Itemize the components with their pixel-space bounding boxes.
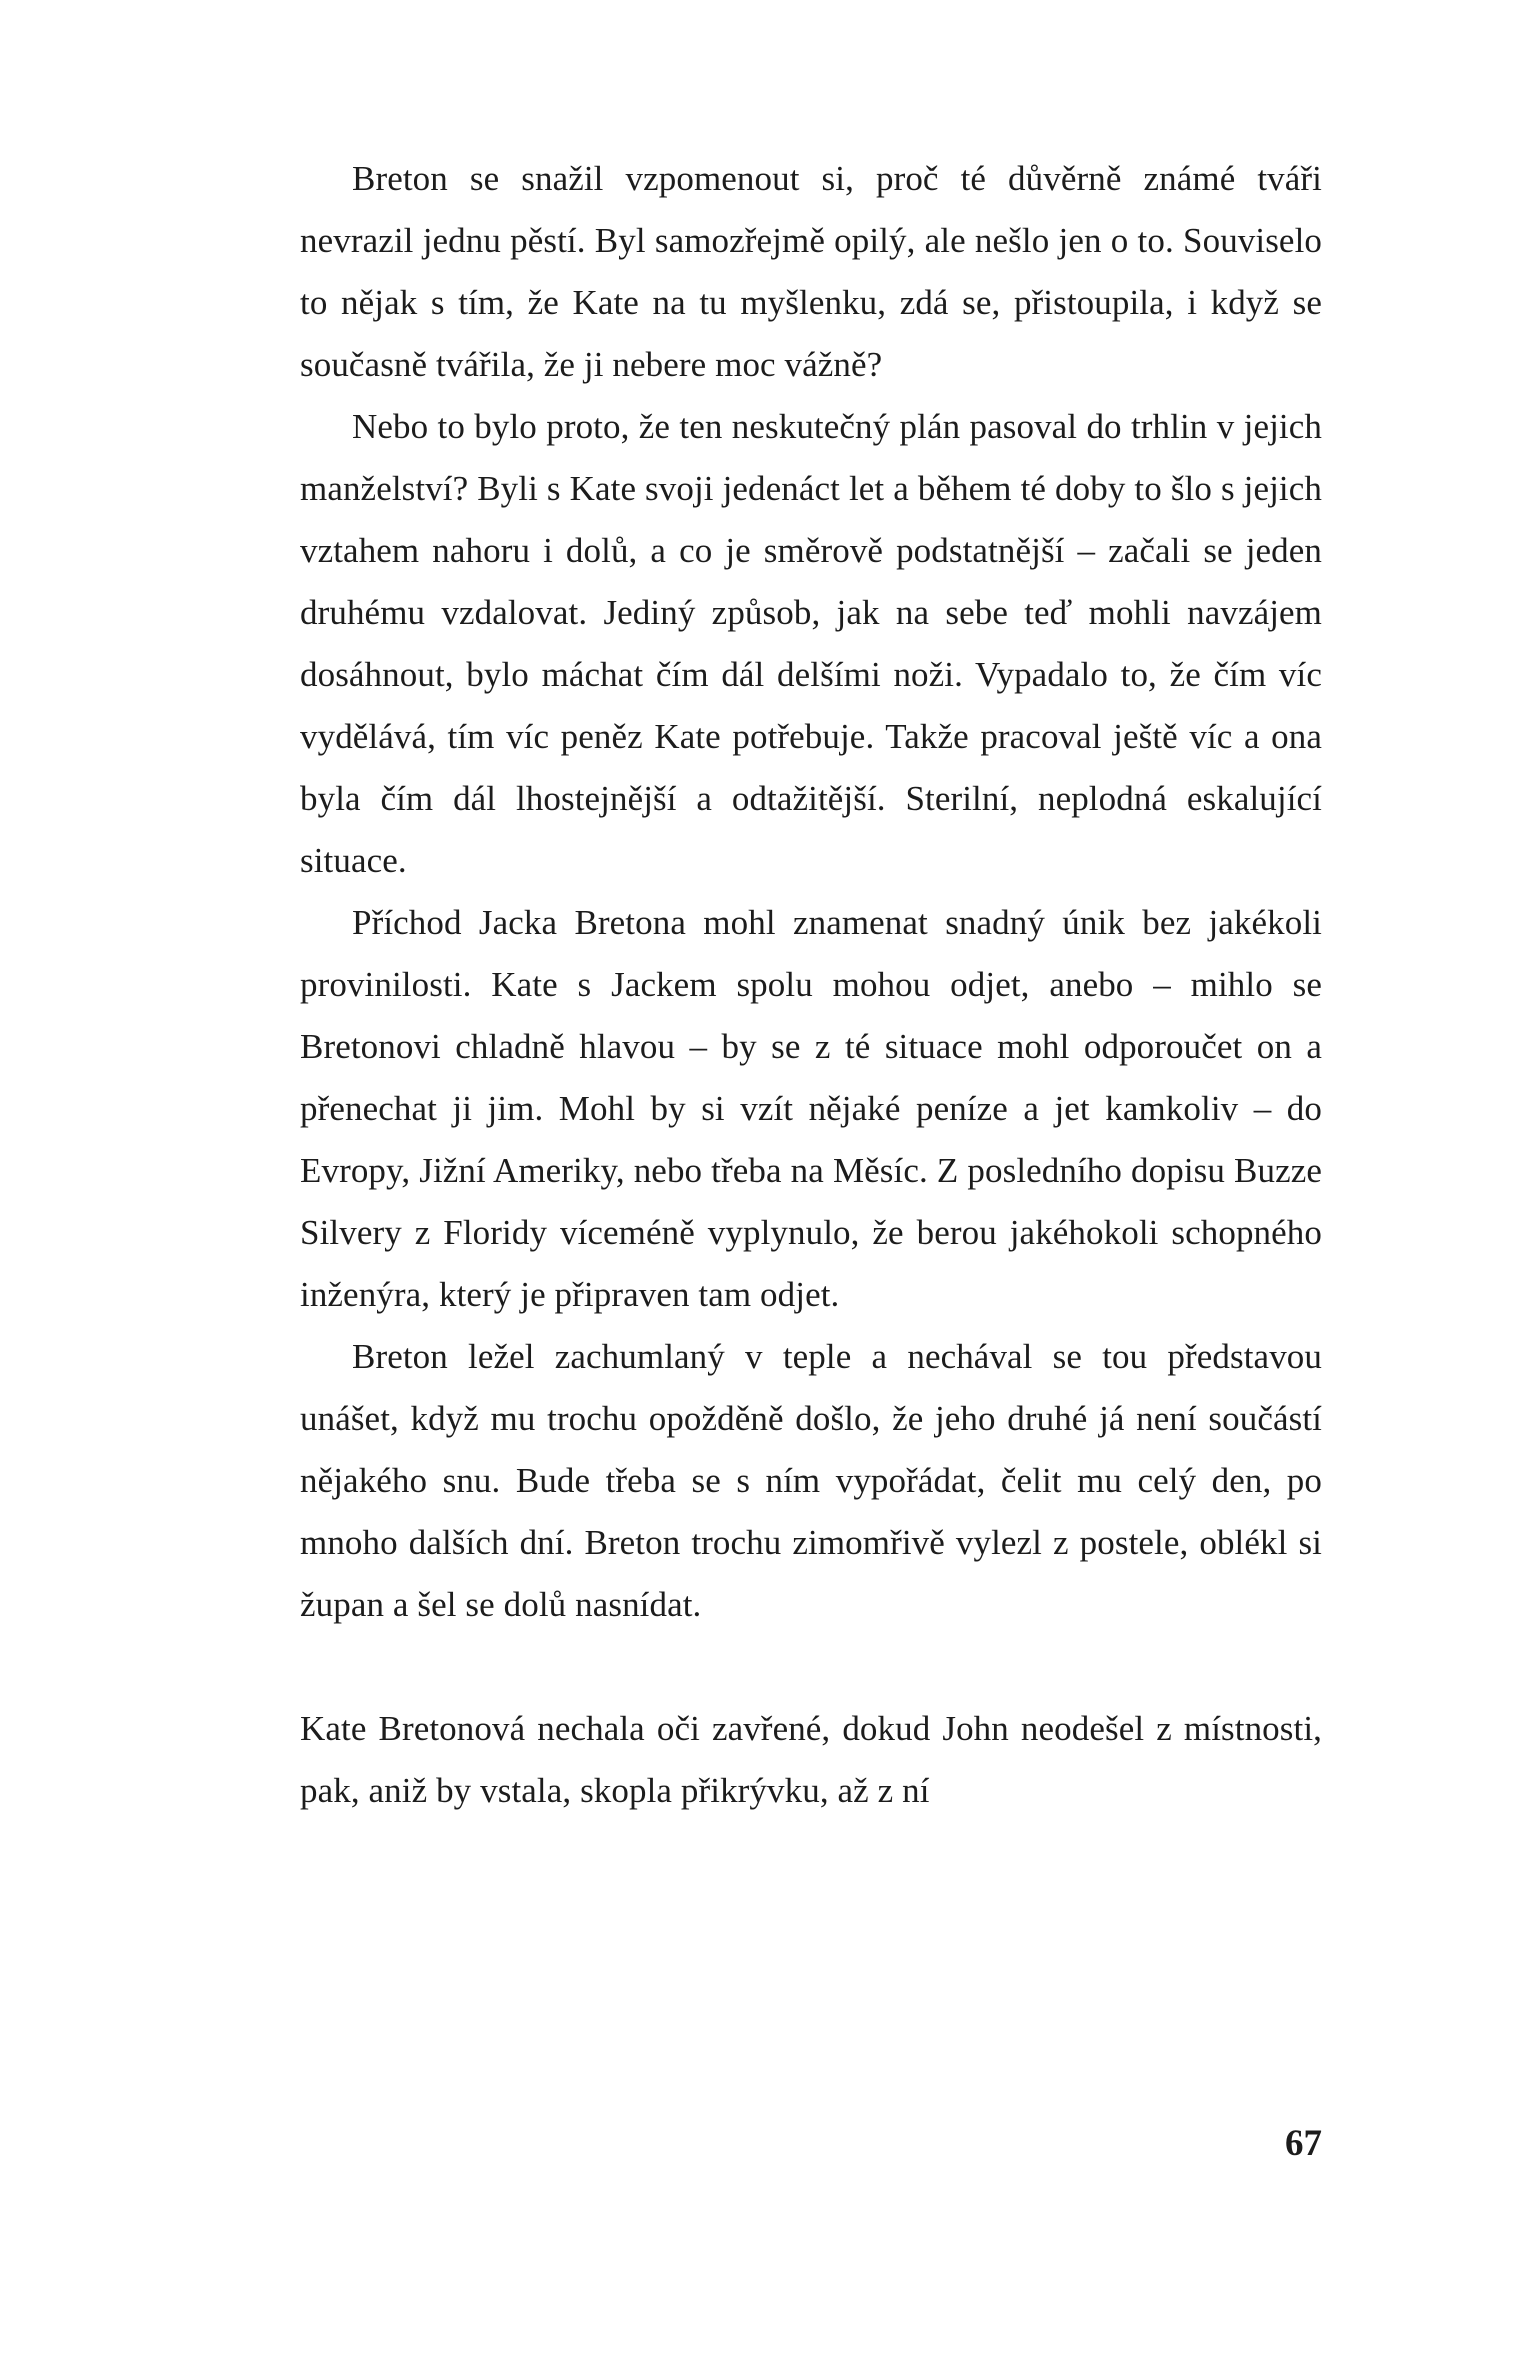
paragraph: Kate Bretonová nechala oči zavřené, dokud John neodešel z místnosti, pak, aniž by vstala, skopla přikrývku, až z ní: [300, 1709, 1322, 1810]
section-break: [300, 1636, 1322, 1698]
page-number: 67: [1285, 2123, 1322, 2164]
paragraph: Nebo to bylo proto, že ten neskutečný plán pasoval do trhlin v jejich manželství? Byli s Kate svoji jedenáct let a během té doby to šlo s jejich vztahem nahoru i dolů, a co je směrově podstatnější – začali se jeden druhému vzdalovat. Jediný způsob, jak na sebe teď mohli navzájem dosáhnout, bylo máchat čím dál delšími noži. Vypadalo to, že čím víc vydělává, tím víc peněz Kate potřebuje. Takže pracoval ještě víc a ona byla čím dál lhostejnější a odtažitější. Sterilní, neplodná eskalující situace.: [300, 407, 1322, 880]
paragraph: Příchod Jacka Bretona mohl znamenat snadný únik bez jakékoli provinilosti. Kate s Jackem spolu mohou odjet, anebo – mihlo se Bretonovi chladně hlavou – by se z té situace mohl odporoučet on a přenechat ji jim. Mohl by si vzít nějaké peníze a jet kamkoliv – do Evropy, Jižní Ameriky, nebo třeba na Měsíc. Z posledního dopisu Buzze Silvery z Floridy víceméně vyplynulo, že berou jakéhokoli schopného inženýra, který je připraven tam odjet.: [300, 903, 1322, 1314]
paragraph: Breton ležel zachumlaný v teple a nechával se tou představou unášet, když mu trochu opožděně došlo, že jeho druhé já není součástí nějakého snu. Bude třeba se s ním vypořádat, čelit mu celý den, po mnoho dalších dní. Breton trochu zimomřivě vylezl z postele, oblékl si župan a šel se dolů nasnídat.: [300, 1337, 1322, 1624]
text-block: [300, 148, 1322, 1822]
paragraph: Breton se snažil vzpomenout si, proč té důvěrně známé tváři nevrazil jednu pěstí. Byl samozřejmě opilý, ale nešlo jen o to. Souviselo to nějak s tím, že Kate na tu myšlenku, zdá se, přistoupila, i když se současně tvářila, že ji nebere moc vážně?: [300, 159, 1322, 384]
